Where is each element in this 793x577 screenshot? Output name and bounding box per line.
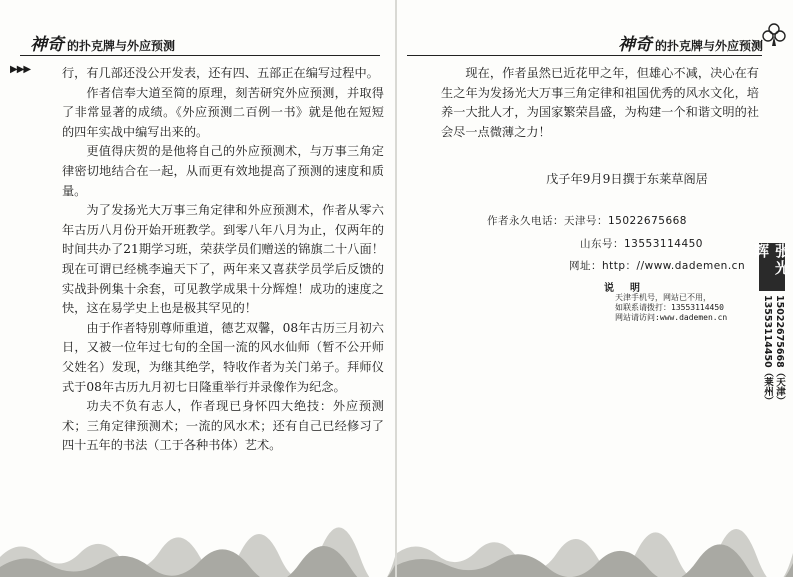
website: 网址：http：//www.dademen.cn [569, 260, 746, 272]
right-page [397, 0, 793, 577]
continuation-arrows-icon: ▶▶▶ [10, 64, 31, 75]
right-body-text [441, 64, 759, 142]
header-title: 的扑克牌与外应预测 [654, 39, 763, 53]
club-suit-icon [761, 22, 787, 48]
left-page [0, 0, 396, 577]
note-title: 说 明 [604, 283, 643, 294]
paragraph: 为了发扬光大万事三角定律和外应预测术，作者从零六年古历八月份开始开班教学。到零八年八月为止，仅两年的时间共办了21期学习班，荣获学员们赠送的锦旗二十八面！现在可谓已经桃李遍天下了，两年来又喜获学员学后反馈的实战卦例集十余套，可见教学成果十分辉煌！成功的速度之快，这在易学史上也是极其罕见的！ [62, 203, 384, 316]
author-phone: 作者永久电话：天津号：15022675668 [487, 215, 687, 227]
wave-decoration-icon [0, 517, 396, 577]
stamp-phone-line: 13553114450（莱州） [762, 295, 773, 406]
paragraph: 现在，作者虽然已近花甲之年，但雄心不减，决心在有生之年为发扬光大万事三角定律和祖国优秀的风水文化，培养一大批人才，为国家繁荣昌盛，为构建一个和谐文明的社会尽一点微薄之力！ [441, 66, 759, 139]
left-body-text [62, 64, 384, 456]
paragraph: 更值得庆贺的是他将自己的外应预测术，与万事三角定律密切地结合在一起，从而更有效地提高了预测的速度和质量。 [62, 144, 384, 198]
stamp-phone-line: 15022675668（天津） [774, 295, 785, 406]
note-line: 天津手机号，网站已不用， [615, 293, 711, 302]
paragraph: 行，有几部还没公开发表，还有四、五部正在编写过程中。 [62, 66, 379, 80]
page-header [618, 30, 763, 54]
header-title: 的扑克牌与外应预测 [67, 39, 176, 53]
header-rule [20, 55, 380, 56]
note-line: 网站请访问:www.dademen.cn [615, 313, 728, 322]
note-line: 如联系请拨打：13553114450 [615, 303, 724, 312]
signoff-date: 戊子年9月9日撰于东莱草阁居 [546, 172, 708, 186]
stamp-name: 张光辉 [759, 243, 785, 291]
name-stamp [752, 243, 791, 443]
header-logo: 神奇 [617, 35, 652, 55]
page-header [30, 30, 175, 54]
paragraph: 由于作者特别尊师重道，德艺双馨，08年古历三月初六日，又被一位年过七旬的全国一流的风水仙师（暂不公开师父姓名）发现，为继其绝学，特收作者为关门弟子。拜师仪式于08年古历九月初七日隆重举行并录像作为纪念。 [62, 320, 384, 394]
paragraph: 作者信奉大道至简的原理，刻苦研究外应预测，并取得了非常显著的成绩。《外应预测二百例一书》就是他在短短的四年实战中编写出来的。 [62, 85, 384, 139]
wave-decoration-icon [397, 517, 793, 577]
paragraph: 功夫不负有志人，作者现已身怀四大绝技：外应预测术；三角定律预测术；一流的风水术；还有自己已经修习了四十五年的书法（工于各种书体）艺术。 [62, 399, 384, 453]
shandong-phone: 山东号：13553114450 [580, 238, 703, 250]
header-rule [407, 55, 762, 56]
header-logo: 神奇 [30, 35, 64, 55]
